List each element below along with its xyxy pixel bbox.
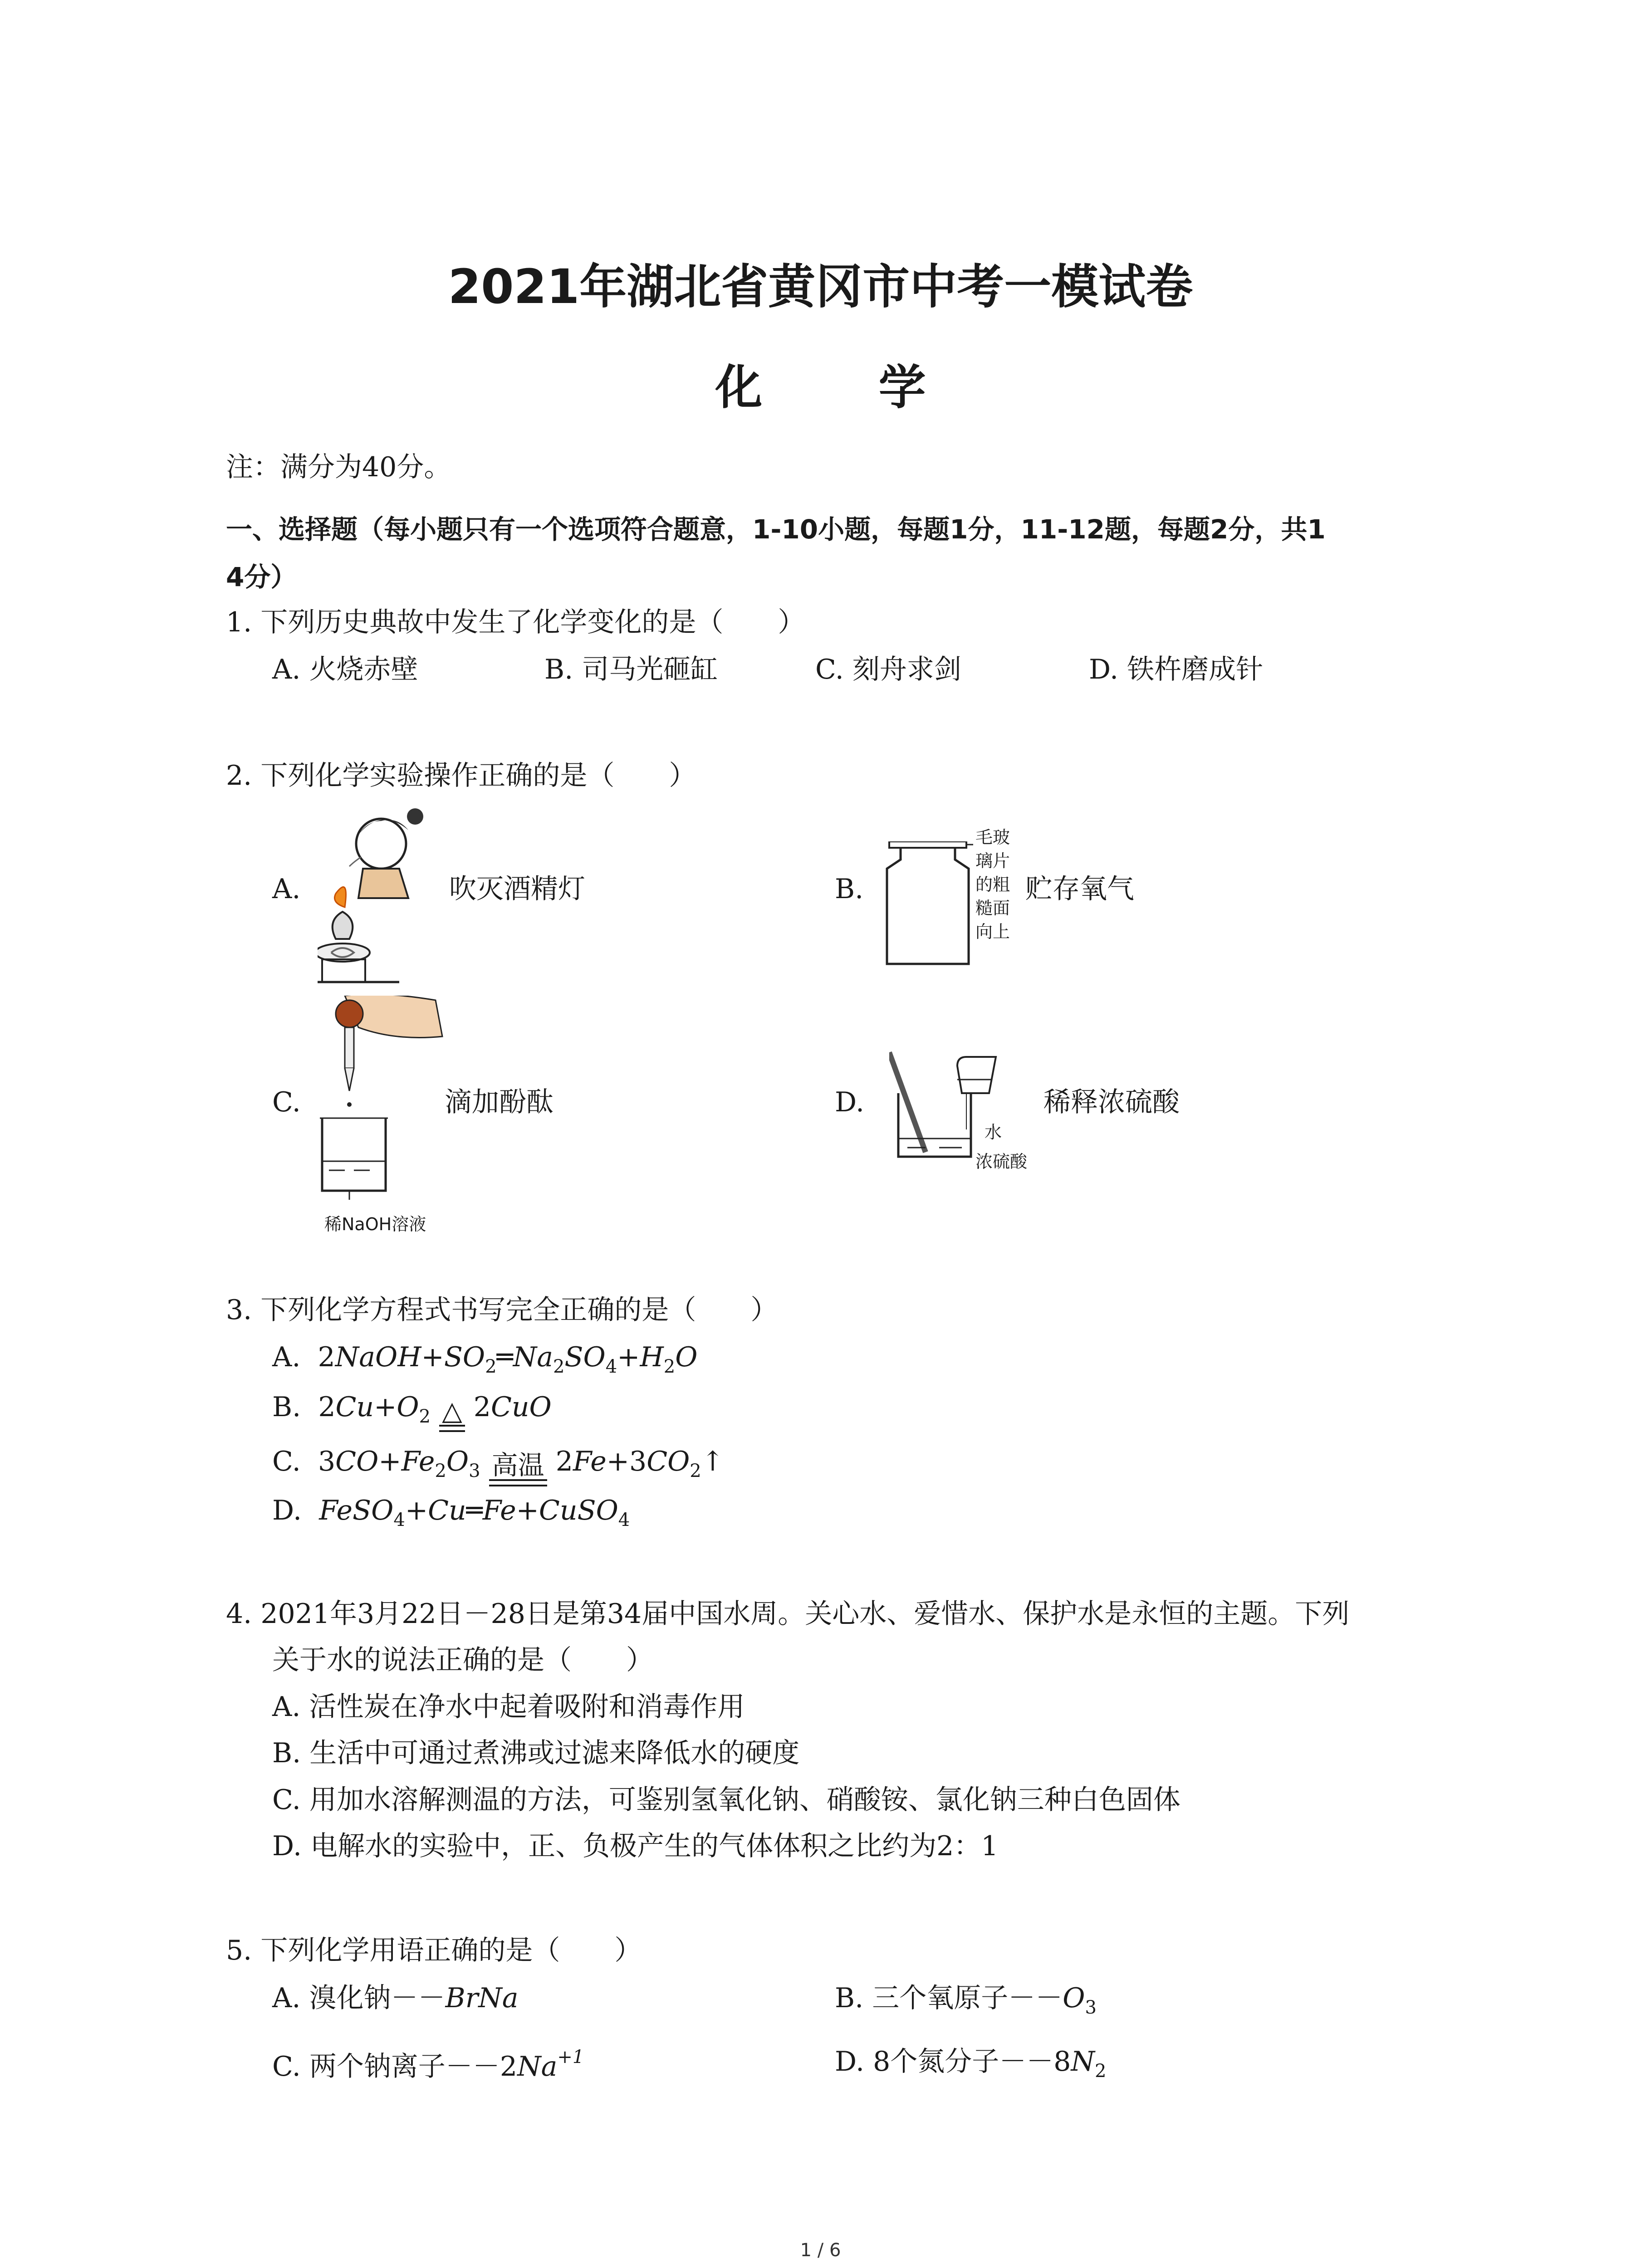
subject-title: 化 学 — [715, 360, 976, 415]
q4-option-b: B. 生活中可通过煮沸或过滤来降低水的硬度 — [272, 1737, 800, 1769]
naoh-solution-label: 稀NaOH溶液 — [324, 1214, 426, 1234]
question-1-stem: 1. 下列历史典故中发生了化学变化的是（ ） — [226, 606, 805, 638]
q3-option-d: D. FeSO$_4$+Cu═Fe+CuSO$_4$ — [272, 1495, 630, 1530]
q1-option-a: A. 火烧赤壁 — [272, 654, 418, 685]
q3-option-c: C. $3CO+Fe_2O_3$ 高温 $2Fe+3CO_2↑$ — [272, 1448, 724, 1483]
water-label: 水 — [985, 1122, 1002, 1142]
q5-option-c: C. 两个钠离子$--2Na^{+1}$ — [272, 2047, 584, 2082]
q3-option-a: A. $2NaOH+SO_2═Na_2SO_4+H_2O$ — [272, 1341, 698, 1377]
q2-option-c-text: 滴加酚酞 — [445, 1086, 554, 1118]
dropper-beaker-figure — [318, 996, 445, 1200]
q2-option-d-letter: D. — [835, 1086, 865, 1118]
q4-option-a: A. 活性炭在净水中起着吸附和消毒作用 — [272, 1691, 745, 1723]
question-3-stem: 3. 下列化学方程式书写完全正确的是（ ） — [226, 1294, 778, 1326]
gas-bottle-figure — [882, 841, 973, 968]
section-heading: 一、选择题（每小题只有一个选项符合题意，1-10小题，每题1分，11-12题，每题2分，共1 — [226, 514, 1326, 545]
q2-option-b-letter: B. — [835, 873, 864, 905]
q2-option-a-text: 吹灭酒精灯 — [449, 873, 585, 905]
q2-option-a-letter: A. — [272, 873, 301, 905]
glass-plate-label: 毛玻 璃片 的粗 糙面 向上 — [975, 827, 1010, 942]
q3-option-b: B. $2Cu+O_2$ △ 2CuO — [272, 1393, 552, 1428]
q1-option-c: C. 刻舟求剑 — [815, 654, 961, 685]
score-note: 注：满分为40分。 — [226, 451, 451, 483]
question-4-stem: 4. 2021年3月22日－28日是第34届中国水周。关心水、爱惜水、保护水是永恒的主题。下列 — [226, 1598, 1350, 1630]
q5-option-a: A. 溴化钠－－BrNa — [272, 1982, 519, 2014]
conc-acid-label: 浓硫酸 — [975, 1152, 1028, 1172]
q2-option-d-text: 稀释浓硫酸 — [1043, 1086, 1180, 1118]
page-number: 1 / 6 — [800, 2240, 841, 2261]
question-4-stem-cont: 关于水的说法正确的是（ ） — [272, 1644, 653, 1676]
heat-condition: △ — [442, 1395, 462, 1426]
q1-option-b: B. 司马光砸缸 — [544, 654, 718, 685]
section-heading-cont: 4分） — [226, 562, 297, 592]
q2-option-b-text: 贮存氧气 — [1025, 873, 1134, 905]
q5-option-d: D. 8个氮分子$--8N_2$ — [835, 2046, 1107, 2082]
alcohol-lamp-blowing-figure — [318, 807, 454, 989]
q5-option-b: B. 三个氧原子$--O_3$ — [835, 1982, 1097, 2018]
question-5-stem: 5. 下列化学用语正确的是（ ） — [226, 1935, 642, 1966]
high-temp-condition: 高温 — [491, 1450, 544, 1481]
page-title: 2021年湖北省黄冈市中考一模试卷 — [448, 259, 1193, 314]
q2-option-c-letter: C. — [272, 1086, 301, 1118]
q4-option-d: D. 电解水的实验中，正、负极产生的气体体积之比约为2：1 — [272, 1830, 999, 1862]
q4-option-c: C. 用加水溶解测温的方法，可鉴别氢氧化钠、硝酸铵、氯化钠三种白色固体 — [272, 1784, 1181, 1816]
question-2-stem: 2. 下列化学实验操作正确的是（ ） — [226, 760, 696, 792]
q1-option-d: D. 铁杵磨成针 — [1089, 654, 1264, 685]
